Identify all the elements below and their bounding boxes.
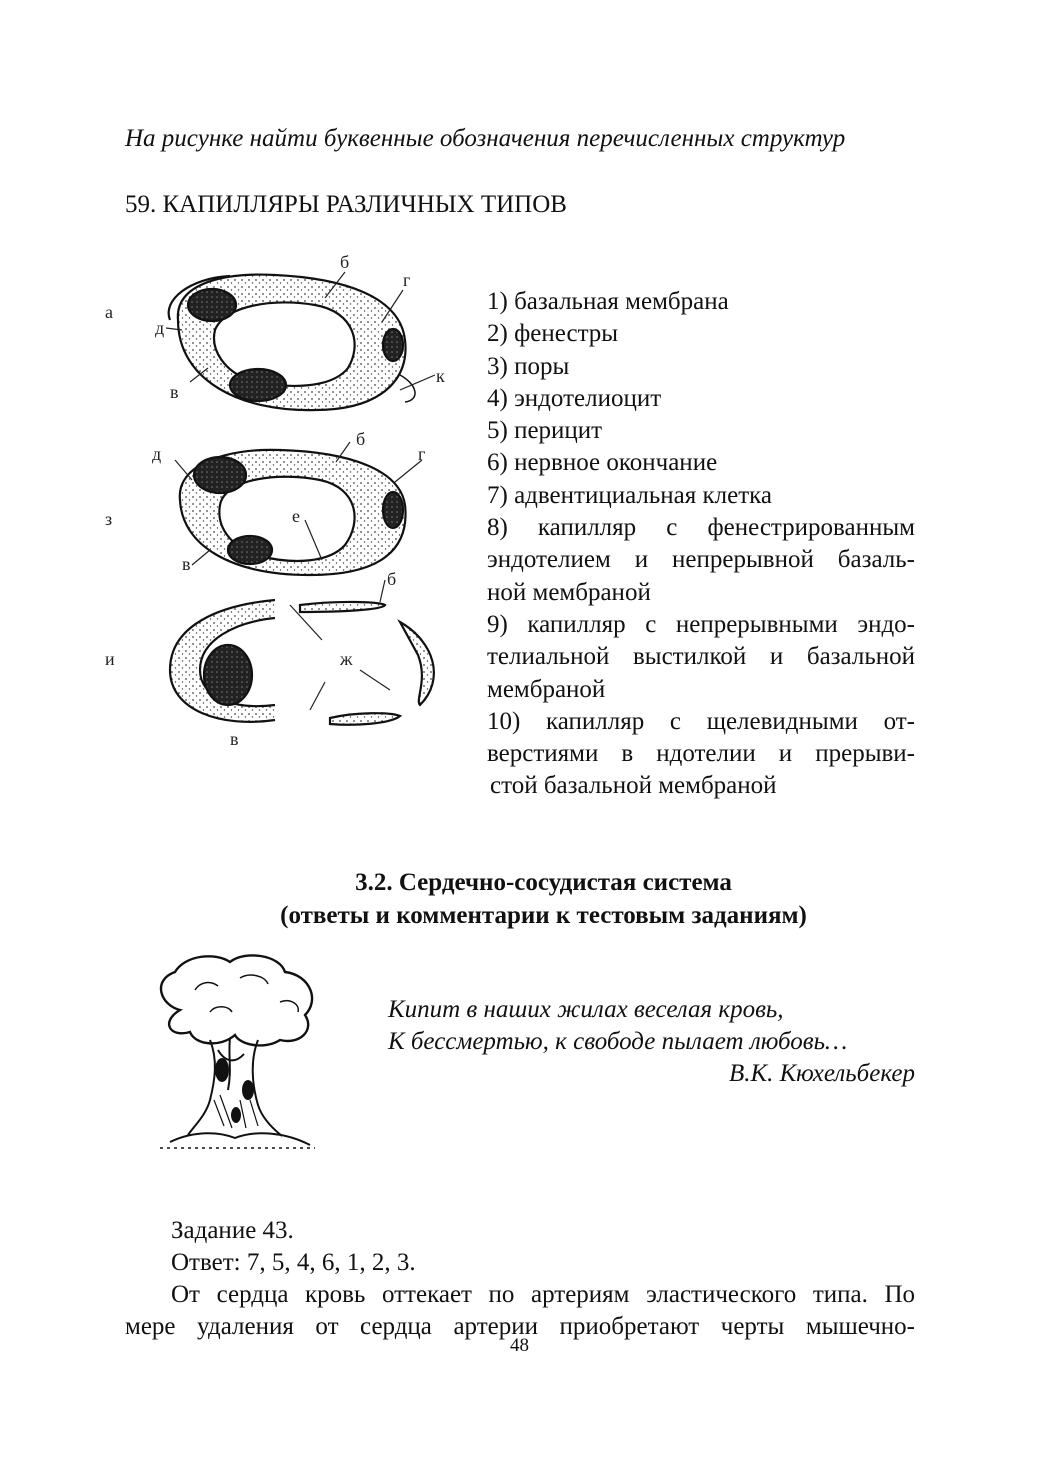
legend-item: 2) фенестры [487, 320, 619, 348]
label-z: з [105, 509, 113, 529]
tree-illustration [140, 950, 325, 1155]
legend-item: 10) капилляр с щелевидными от- [487, 707, 915, 735]
label-d1: д [155, 318, 165, 338]
label-g2: г [418, 444, 426, 464]
task-number: Задание 43. [171, 1217, 294, 1244]
label-b1: б [340, 252, 350, 272]
label-b3: б [387, 569, 397, 589]
legend-item: ной мембраной [487, 578, 651, 606]
legend-item: 8) капилляр с фенестрированным [487, 514, 915, 542]
section-title [0, 866, 1039, 932]
paragraph-line2: мере удаления от сердца артерии приобретают черты мышечно- [125, 1313, 915, 1340]
figure-heading: 59. КАПИЛЛЯРЫ РАЗЛИЧНЫХ ТИПОВ [125, 191, 567, 218]
label-i: и [105, 649, 115, 669]
label-e: е [292, 506, 300, 526]
legend-item: стой базальной мембраной [490, 772, 777, 800]
epigraph-line2: К бессмертью, к свободе пылает любовь… [388, 1028, 848, 1055]
legend-item: 9) капилляр с непрерывными эндо- [487, 610, 915, 638]
legend-item: мембраной [487, 675, 606, 703]
section-title-line2: (ответы и комментарии к тестовым заданиям) [280, 902, 807, 929]
label-g1: г [403, 270, 411, 290]
epigraph [388, 994, 915, 1090]
label-v1: в [170, 382, 179, 402]
label-a: а [105, 302, 113, 322]
task-answer: Ответ: 7, 5, 4, 6, 1, 2, 3. [171, 1249, 416, 1276]
legend-item: 6) нервное окончание [487, 449, 718, 477]
label-b2: б [356, 429, 366, 449]
intro-text: На рисунке найти буквенные обозначения перечисленных структур [125, 125, 846, 152]
label-zh: ж [340, 649, 353, 669]
legend-item: 1) базальная мембрана [487, 288, 729, 315]
body-text [125, 1215, 915, 1343]
paragraph-line1: От сердца кровь оттекает по артериям эластического типа. По [171, 1281, 915, 1308]
capillary-figure [100, 250, 480, 750]
legend-item: телиальной выстилкой и базальной [487, 643, 915, 671]
legend-item: 7) адвентициальная клетка [487, 481, 773, 509]
legend-item: 4) эндотелиоцит [487, 384, 662, 412]
epigraph-author: В.К. Кюхельбекер [728, 1060, 915, 1087]
label-d2: д [152, 444, 162, 464]
legend-item: верстиями в ндотелии и прерыви- [487, 740, 915, 768]
capillary-a [169, 275, 415, 411]
legend-item: 5) перицит [487, 417, 603, 445]
legend-item: эндотелием и непрерывной базаль- [487, 546, 915, 574]
legend-list [487, 286, 915, 803]
label-v2: в [182, 554, 191, 574]
epigraph-line1: Кипит в наших жилах веселая кровь, [388, 996, 784, 1023]
page-number: 48 [510, 1335, 529, 1356]
label-v3: в [230, 729, 239, 749]
section-title-line1: 3.2. Сердечно-сосудистая система [355, 869, 732, 896]
legend-item: 3) поры [487, 352, 570, 380]
label-k: к [436, 366, 445, 386]
